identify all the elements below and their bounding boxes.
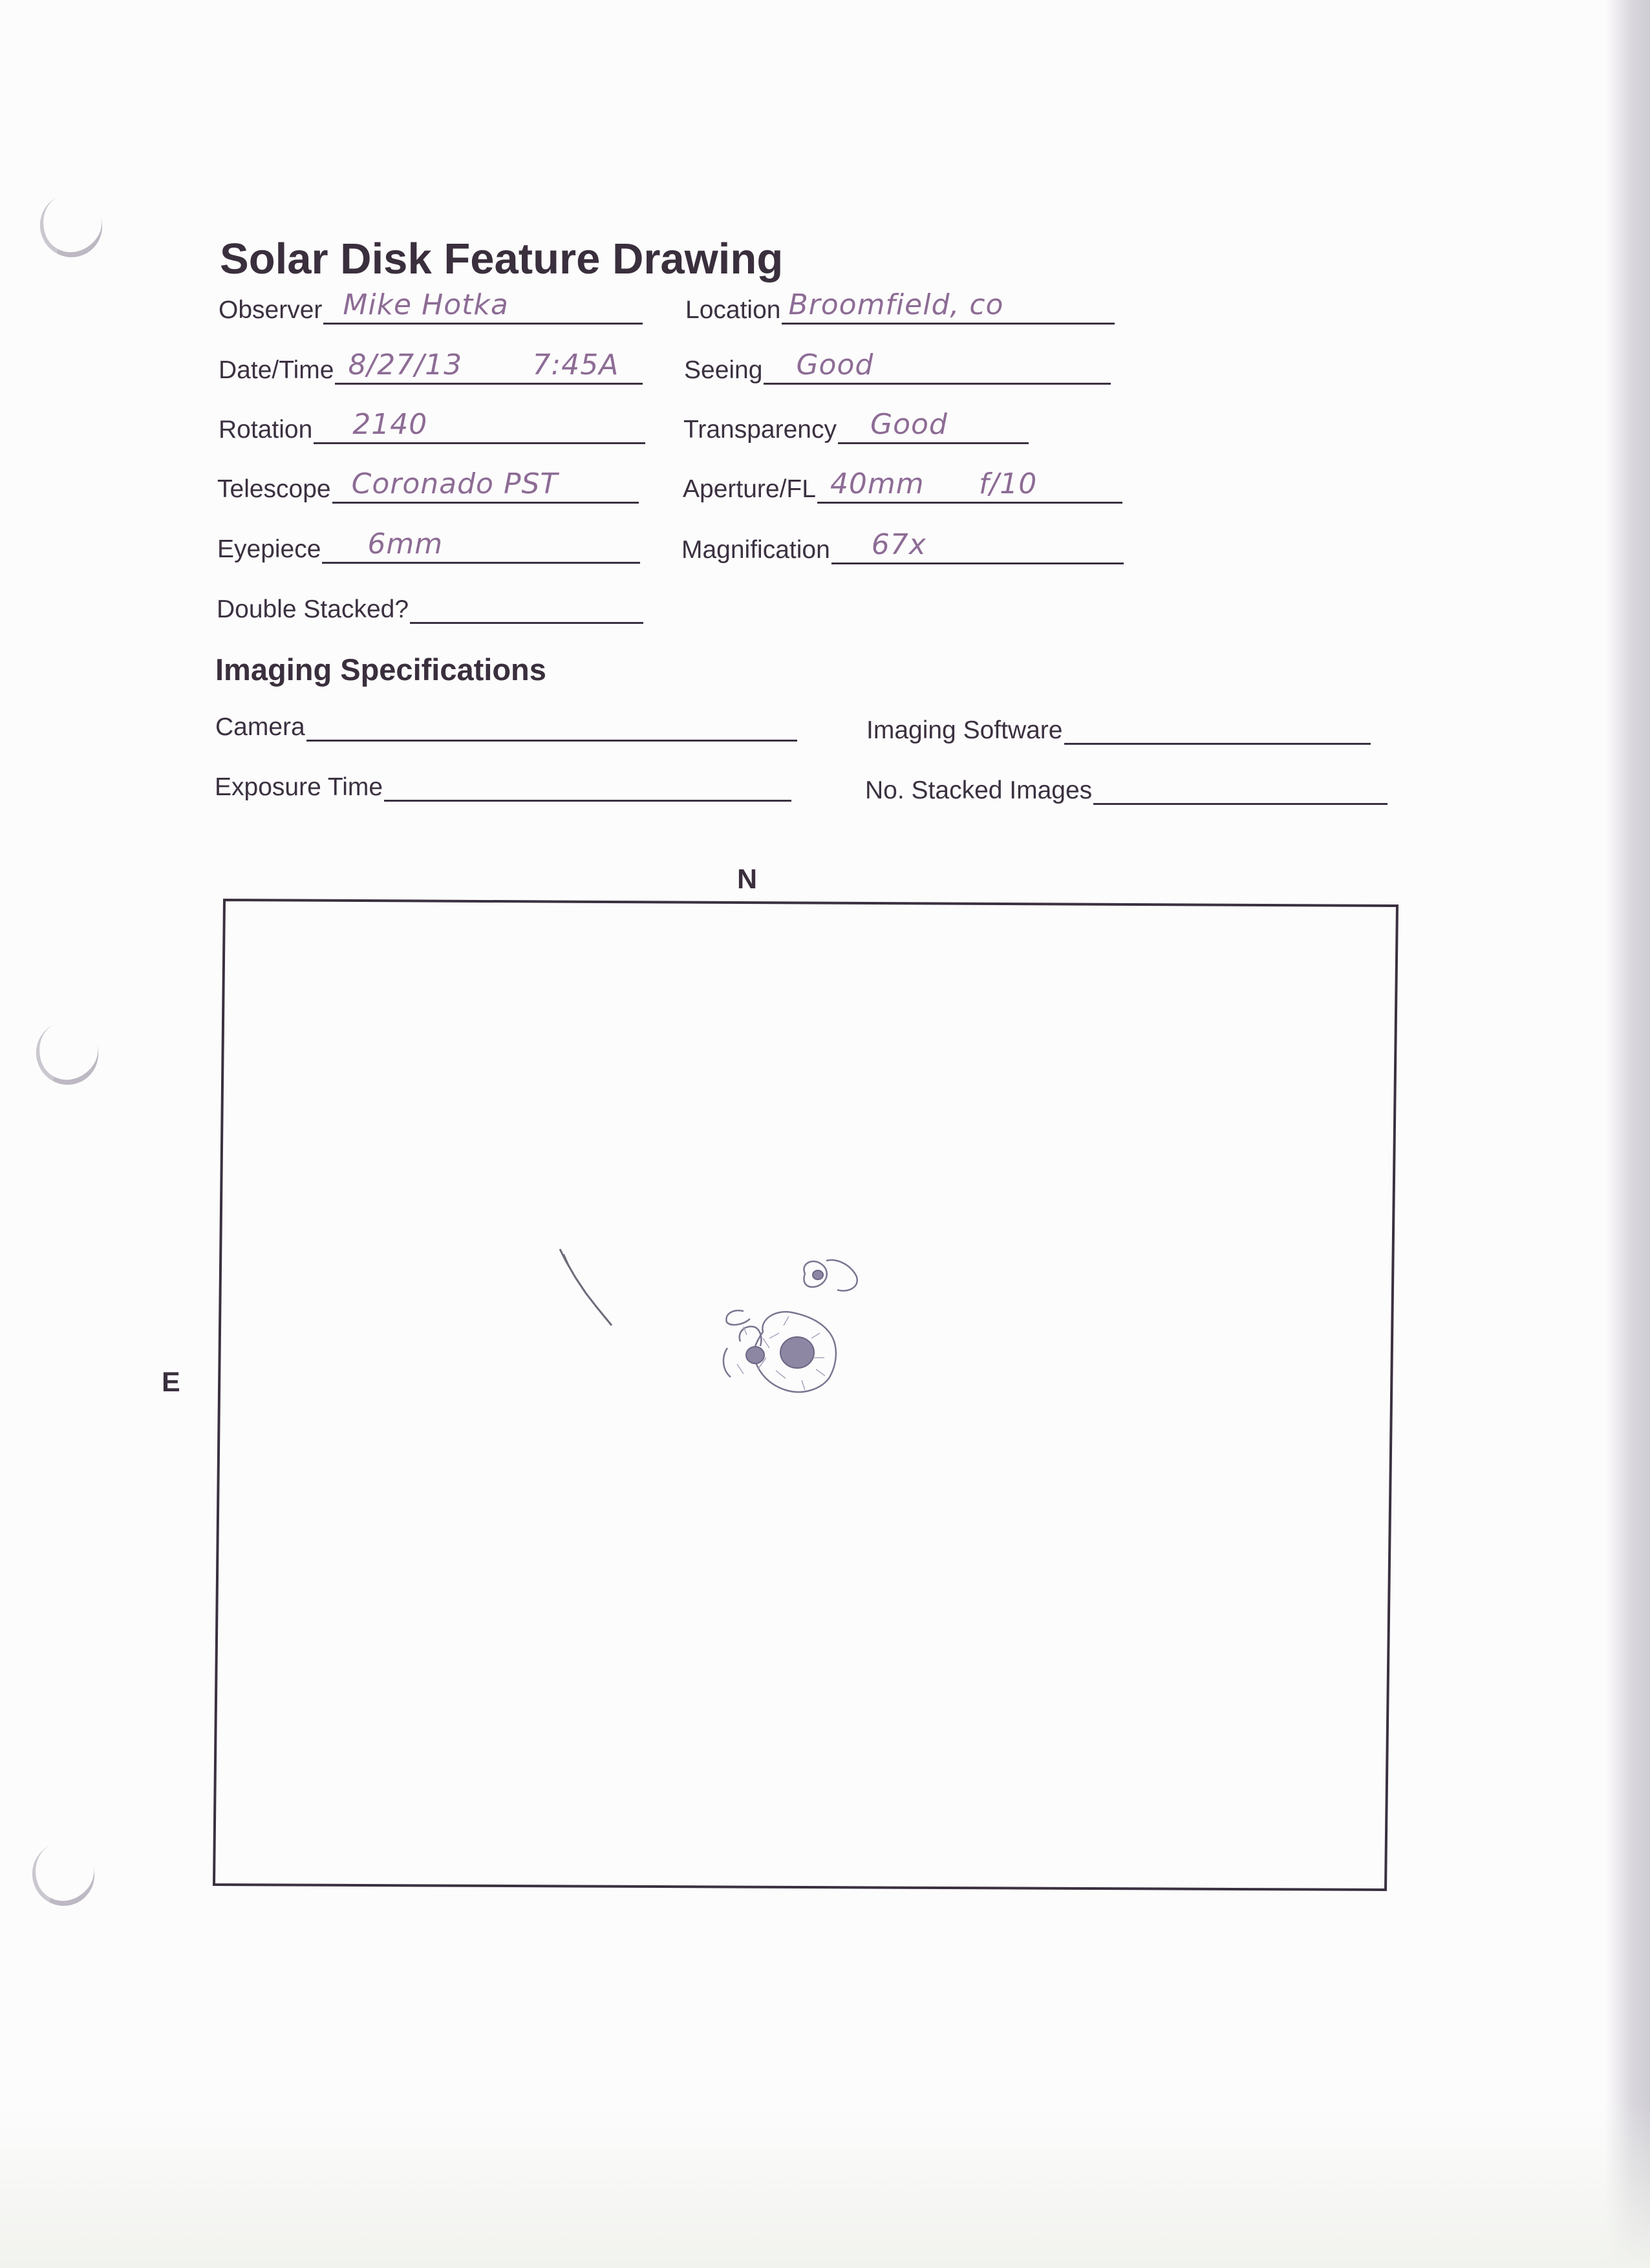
seeing-label: Seeing: [684, 356, 763, 384]
date-value: 8/27/13: [348, 348, 463, 381]
transparency-label: Transparency: [683, 416, 837, 444]
magnification-label: Magnification: [681, 536, 830, 564]
software-label: Imaging Software: [866, 716, 1063, 744]
north-label: N: [737, 864, 758, 895]
observer-label: Observer: [219, 296, 323, 324]
camera-label: Camera: [215, 713, 305, 741]
transparency-value: Good: [870, 408, 948, 441]
aperture-label: Aperture/FL: [683, 475, 816, 503]
imaging-heading: Imaging Specifications: [215, 652, 546, 687]
location-value: Broomfield, co: [788, 288, 1004, 321]
sketch-filament: [560, 1249, 612, 1325]
observer-value: Mike Hotka: [343, 288, 509, 321]
time-value: 7:45A: [532, 348, 619, 381]
telescope-label: Telescope: [217, 475, 331, 503]
aperture-value: 40mm: [830, 467, 925, 500]
sketch-sunspot-group: [723, 1260, 857, 1392]
magnification-value: 67x: [871, 528, 927, 561]
stacked-images-label: No. Stacked Images: [865, 776, 1093, 804]
seeing-value: Good: [796, 348, 874, 381]
datetime-label: Date/Time: [219, 356, 334, 384]
drawing-frame: [214, 900, 1397, 1890]
umbra-large: [780, 1337, 814, 1368]
focal-ratio-value: f/10: [978, 467, 1038, 500]
exposure-label: Exposure Time: [215, 773, 383, 801]
double-stacked-label: Double Stacked?: [217, 595, 409, 623]
umbra-north: [813, 1270, 823, 1279]
eyepiece-label: Eyepiece: [217, 535, 321, 563]
rotation-label: Rotation: [219, 416, 313, 444]
east-label: E: [162, 1367, 180, 1398]
rotation-value: 2140: [352, 408, 428, 441]
location-label: Location: [685, 296, 781, 324]
eyepiece-value: 6mm: [367, 528, 444, 561]
telescope-value: Coronado PST: [351, 467, 559, 500]
umbra-small: [746, 1347, 764, 1364]
form-title: Solar Disk Feature Drawing: [220, 235, 784, 283]
